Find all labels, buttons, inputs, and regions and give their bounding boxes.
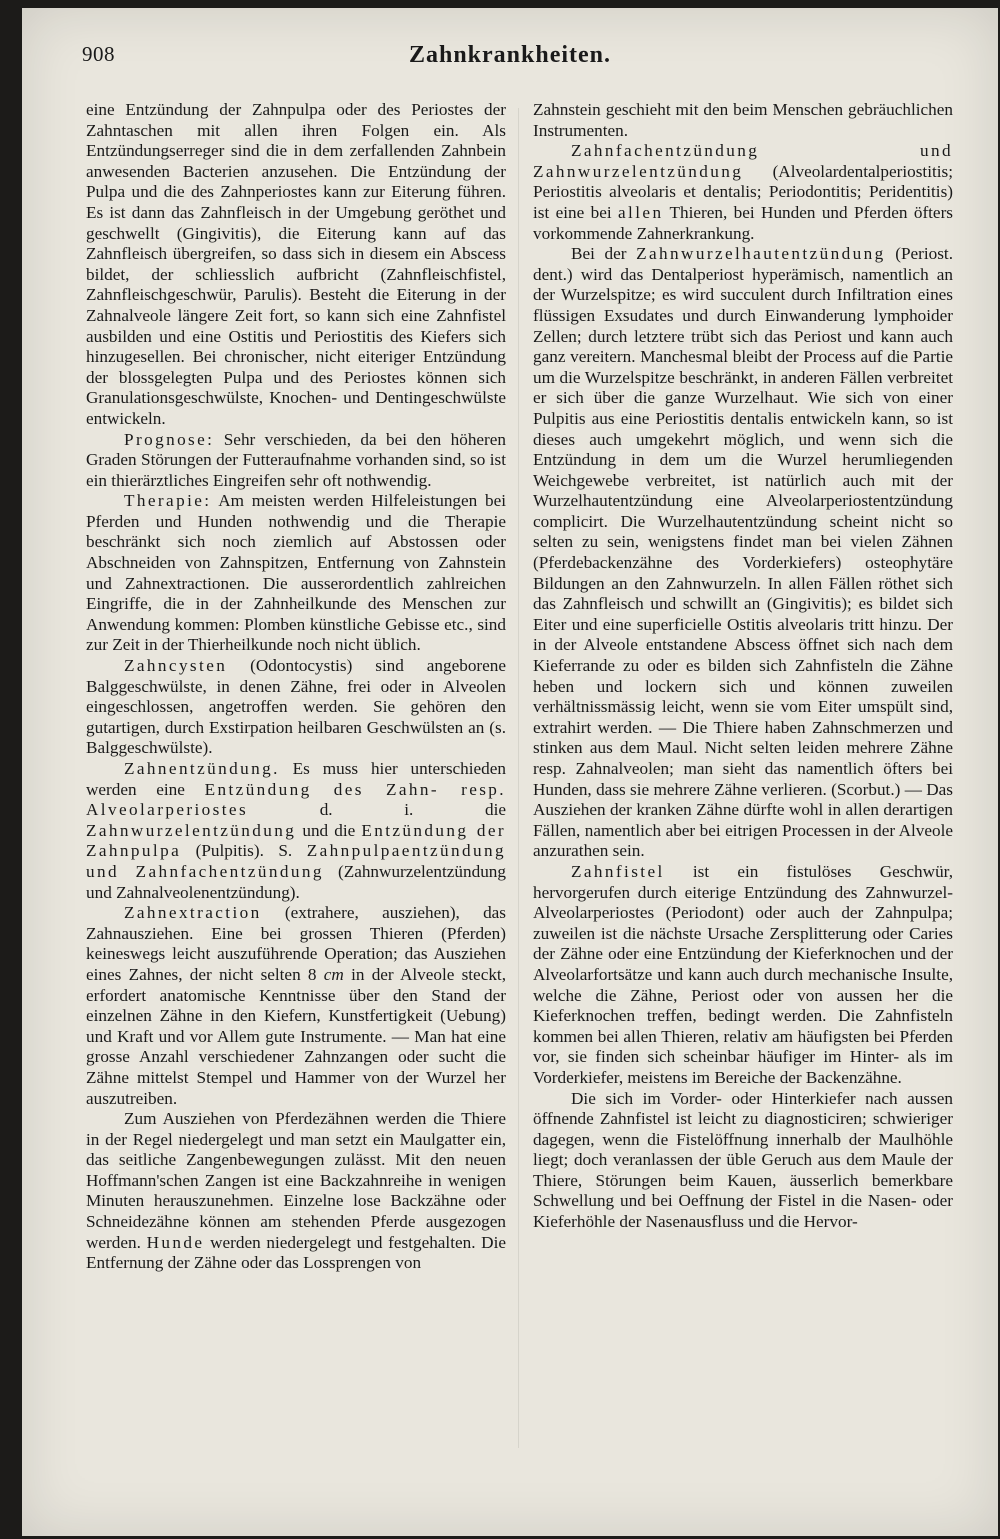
column-divider: [518, 108, 519, 1448]
term-zahnwurzelhautentzuendung: Zahnwurzelhautentzündung: [636, 244, 886, 264]
right-column: [533, 100, 953, 1233]
page-title: Zahnkrankheiten.: [408, 42, 612, 68]
paragraph-zahnwurzelhaut: Bei der Zahnwurzelhautentzündung (Periost. dent.) wird das Dentalperiost hyperämisch, namentlich an der Wurzelspitze; es wird succulent durch Infiltration eines flüssigen Exsudates und durch Einwanderung lymphoider Zellen; durch letztere trübt sich das Periost und kann auch ganz vereitern. Manchesmal bleibt der Process auf die Partie um die Wurzelspitze beschränkt, in anderen Fällen verbreitet er sich über die ganze Wurzelhaut. Wie sich von einer Pulpitis aus eine Periostitis dentalis entwickeln kann, so ist dieses auch umgekehrt möglich, und wenn sich die Entzündung in dem um die Wurzel herumliegenden Weichgewebe verbreitet, ist natürlich auch mit der Wurzelhautentzündung eine Alveolarperiostentzündung complicirt. Die Wurzelhautentzündung scheint nicht so selten zu sein, wenigstens findet man bei vielen Zähnen (Pferdebackenzähne des Vorderkiefers) osteophytäre Bildungen an den Zahnwurzeln. In allen Fällen röthet sich das Zahnfleisch und schwillt an (Gingivitis); es bildet sich Eiter und eine superficielle Ostitis alveolaris tritt hinzu. Der in der Alveole entstandene Abscess öffnet sich nach dem Kieferrande zu oder es bilden sich Zahnfisteln die Zähne heben und lockern sich und können zuweilen verhältnissmässig leicht, wenn sie vom Eiter umspült sind, extrahirt werden. — Die Thiere haben Zahnschmerzen und stinken aus dem Maul. Nicht selten leiden mehrere Zähne resp. Zahnalveolen; man sieht das namentlich öfters bei Hunden, dass sie mehrere Zähne verlieren. (Scorbut.) — Das Ausziehen der kranken Zähne dürfte wohl in allen derartigen Fällen, namentlich aber bei eitrigen Processen in der Alveole anzurathen sein.: [533, 244, 953, 861]
term-hunde: Hunde: [146, 1232, 205, 1252]
paragraph-therapie: Therapie: Am meisten werden Hilfeleistungen bei Pferden und Hunden nothwendig und die Therapie beschränkt sich noch ziemlich auf Abstossen oder Abschneiden von Zahnspitzen, Entfernung von Zahnstein und Zahnextractionen. Die ausserordentlich zahlreichen Eingriffe, die in der Zahnheilkunde des Menschen zur Anwendung kommen: Plomben künstliche Gebisse etc., sind zur Zeit in der Thierheilkunde noch nicht üblich.: [86, 491, 506, 655]
left-column: [86, 100, 506, 1274]
paragraph-zahncysten: Zahncysten (Odontocystis) sind angeborene Balggeschwülste, in denen Zähne, frei oder in Alveolen eingeschlossen, angetroffen werden. Sie gehören den gutartigen, durch Exstirpation heilbaren Geschwülsten an (s. Balggeschwülste).: [86, 656, 506, 758]
term-zahnentzuendung: Zahnentzündung.: [124, 759, 280, 778]
term-zahnfistel: Zahnfistel: [571, 861, 665, 881]
term-zahnextraction: Zahnextraction: [124, 903, 262, 923]
paragraph-prognose: Prognose: Sehr verschieden, da bei den höheren Graden Störungen der Futteraufnahme vorhanden sind, so ist ein thierärztliches Eingreifen sehr oft nothwendig.: [86, 429, 506, 490]
paragraph-zahnfachentzuendung: Zahnfachentzündung und Zahnwurzelentzündung (Alveolardentalperiostitis; Periostitis alveolaris et dentalis; Periodontitis; Peridentitis) ist eine bei allen Thieren, bei Hunden und Pferden öfters vorkommende Zahnerkrankung.: [533, 141, 953, 243]
paragraph-zahnextraction: Zahnextraction (extrahere, ausziehen), das Zahnausziehen. Eine bei grossen Thieren (Pferden) keineswegs leicht auszuführende Operation; das Ausziehen eines Zahnes, der nicht selten 8 cm in der Alveole steckt, erfordert anatomische Kenntnisse über den Stand der einzelnen Zähne in den Kiefern, Kunstfertigkeit (Uebung) und Kraft und vor Allem gute Instrumente. — Man hat eine grosse Anzahl verschiedener Zahnzangen oder sucht die Zähne mittelst Stempel und Hammer von der Wurzel her auszutreiben.: [86, 903, 506, 1108]
term-therapie: Therapie:: [124, 491, 212, 511]
paragraph-zahnstein: Zahnstein geschieht mit den beim Menschen gebräuchlichen Instrumenten.: [533, 100, 953, 140]
term-zahnfachentzuendung: Zahnfachentzündung und Zahnwurzelentzündung: [533, 141, 953, 181]
paragraph-dental-inflammation: eine Entzündung der Zahnpulpa oder des Periostes der Zahntaschen mit allen ihren Folgen ein. Als Entzündungserreger sind die in dem zerfallenden Zahnbein anwesenden Bacterien anzusehen. Die Entzündung der Pulpa und die des Zahnperiostes kann zur Eiterung führen. Es ist dann das Zahnfleisch in der Umgebung geröthet und geschwellt (Gingivitis), die Eiterung kann auf das Zahnfleisch übergreifen, so dass sich in diesem ein Abscess bildet, der schliesslich aufbricht (Zahnfleischfistel, Zahnfleischgeschwür, Parulis). Besteht die Eiterung in der Zahnalveole längere Zeit fort, so kann sich eine Zahnfistel ausbilden und eine Ostitis und Periostitis des Kiefers sich hinzugesellen. Bei chronischer, nicht eiteriger Entzündung der blossgelegten Pulpa und des Periostes können sich Granulationsgeschwülste, Knochen- und Dentingeschwülste entwickeln.: [86, 100, 506, 428]
term-prognose: Prognose:: [124, 429, 215, 449]
paragraph-zahnentzuendung: Zahnentzündung. Es muss hier unterschieden werden eine Entzündung des Zahn- resp. Alveolarperiostes d. i. die Zahnwurzelentzündung und die Entzündung der Zahnpulpa (Pulpitis). S. Zahnpulpaentzündung und Zahnfachentzündung (Zahnwurzelentzündung und Zahnalveolenentzündung).: [86, 759, 506, 902]
paragraph-zahnfistel: Zahnfistel ist ein fistulöses Geschwür, hervorgerufen durch eiterige Entzündung des Zahnwurzel-Alveolarperiostes (Periodont) oder auch der Zahnpulpa; zuweilen ist die nächste Ursache Zersplitterung oder Caries der Zähne oder eine Entzündung der Kieferknochen und der Alveolarfortsätze und kann auch durch mechanische Insulte, welche die Zähne, Periost oder von aussen her die Kieferknochen treffen, bedingt werden. Die Zahnfisteln kommen bei allen Thieren, relativ am häufigsten bei Pferden vor, sie finden sich scheinbar häufiger im Hinter- als im Vorderkiefer, meistens im Bereiche der Backenzähne.: [533, 861, 953, 1087]
book-page: [22, 8, 998, 1536]
paragraph-diagnose: Die sich im Vorder- oder Hinterkiefer nach aussen öffnende Zahnfistel ist leicht zu diagnosticiren; schwieriger dagegen, wenn die Fistelöffnung innerhalb der Maulhöhle liegt; doch veranlassen der üble Geruch aus dem Maule der Thiere, Störungen beim Kauen, äusserlich bemerkbare Schwellung und bei Oeffnung der Fistel in die Nasen- oder Kieferhöhle der Nasenausfluss und die Hervor-: [533, 1088, 953, 1232]
page-number: 908: [82, 42, 115, 66]
paragraph-pferdezaehne: Zum Ausziehen von Pferdezähnen werden die Thiere in der Regel niedergelegt und man setzt ein Maulgatter ein, das seitliche Zangenbewegungen zulässt. Mit den neuen Hoffmann'schen Zangen ist eine Backzahnreihe in wenigen Minuten herauszunehmen. Einzelne lose Backzähne oder Schneidezähne können am stehenden Pferde ausgezogen werden. Hunde werden niedergelegt und festgehalten. Die Entfernung der Zähne oder das Lossprengen von: [86, 1109, 506, 1273]
term-zahncysten: Zahncysten: [124, 656, 228, 676]
